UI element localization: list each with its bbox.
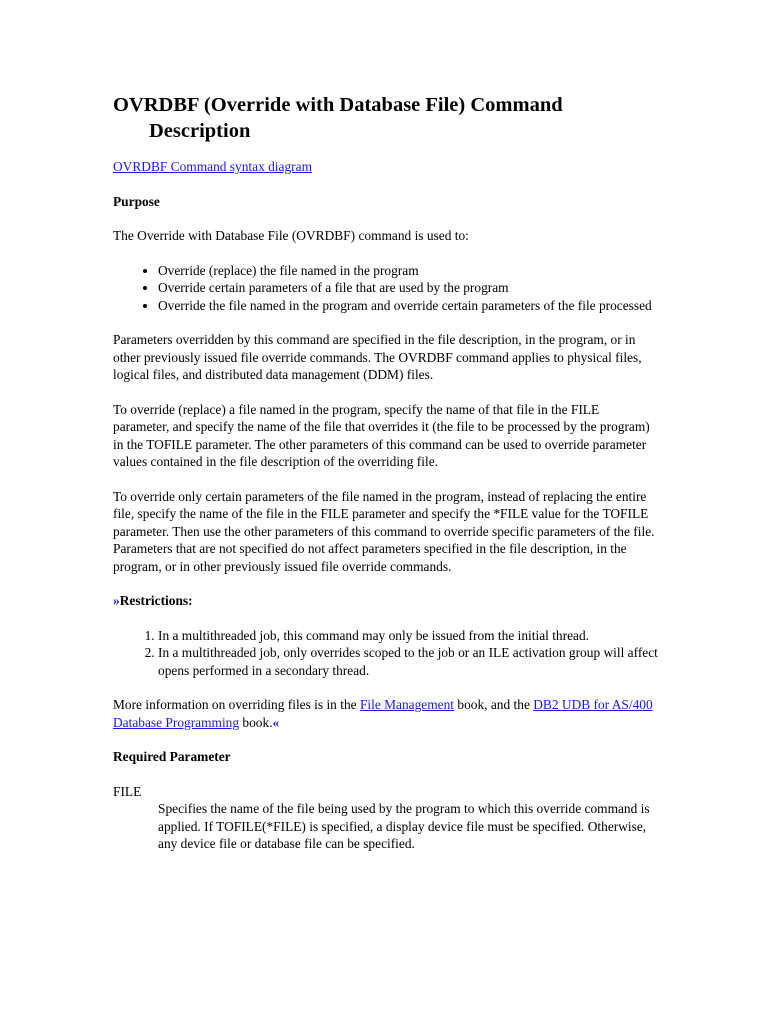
list-item: • Override certain parameters of a file that are used by the program [158, 279, 658, 297]
purpose-list [113, 262, 658, 315]
more-info-prefix: More information on overriding files is in the [113, 697, 360, 712]
revision-start-icon: » [113, 593, 120, 608]
purpose-heading: Purpose [113, 193, 160, 209]
purpose-paragraph-3: To override only certain parameters of the file named in the program, instead of replacing the entire file, specify the name of the file in the FILE parameter and specify the *FILE value for the TOFILE parameter. Then use the other parameters of this command to override specific parameters of the file. Parameters that are not specified do not affect parameters specified in the file description, in the program, or in other previously issued file override commands. [113, 488, 655, 574]
more-info-paragraph [113, 696, 658, 731]
more-info-middle: book, and the [454, 697, 534, 712]
parameter-description: Specifies the name of the file being used by the program to which this override command is applied. If TOFILE(*FILE) is specified, a display device file must be specified. Otherwise, any device file or database file can be specified. [158, 801, 650, 851]
document-page [113, 92, 658, 853]
file-management-link[interactable]: File Management [359, 697, 455, 712]
list-item: • Override (replace) the file named in the program [158, 262, 658, 280]
restrictions-heading-row [113, 592, 658, 610]
purpose-paragraph-1: Parameters overridden by this command are specified in the file description, in the program, or in other previously issued file override commands. The OVRDBF command applies to physical files, logical files, and distributed data management (DDM) files. [113, 332, 642, 382]
list-item: • Override the file named in the program and override certain parameters of the file processed [158, 297, 658, 315]
db2-database-programming-link[interactable]: DB2 UDB for AS/400 Database Programming [113, 697, 653, 730]
restrictions-heading: Restrictions: [119, 593, 193, 608]
revision-end-icon: « [272, 714, 280, 730]
more-info-suffix: book. [239, 714, 273, 730]
page-title: OVRDBF (Override with Database File) Command Description [113, 94, 563, 142]
restrictions-list [113, 627, 658, 680]
syntax-diagram-link[interactable]: OVRDBF Command syntax diagram [113, 159, 312, 174]
list-item: 2. In a multithreaded job, only overrides scoped to the job or an ILE activation group will affect opens performed in a secondary thread. [158, 644, 658, 679]
purpose-intro: The Override with Database File (OVRDBF) command is used to: [113, 228, 469, 243]
list-item: 1. In a multithreaded job, this command may only be issued from the initial thread. [158, 627, 658, 645]
parameter-name: FILE [113, 783, 142, 799]
required-parameter-heading: Required Parameter [113, 749, 231, 764]
purpose-paragraph-2: To override (replace) a file named in the program, specify the name of that file in the FILE parameter, and specify the name of the file that overrides it (the file to be processed by the program) in the TOFILE parameter. The other parameters of this command can be used to override parameter values contained in the file description of the overriding file. [113, 401, 650, 469]
